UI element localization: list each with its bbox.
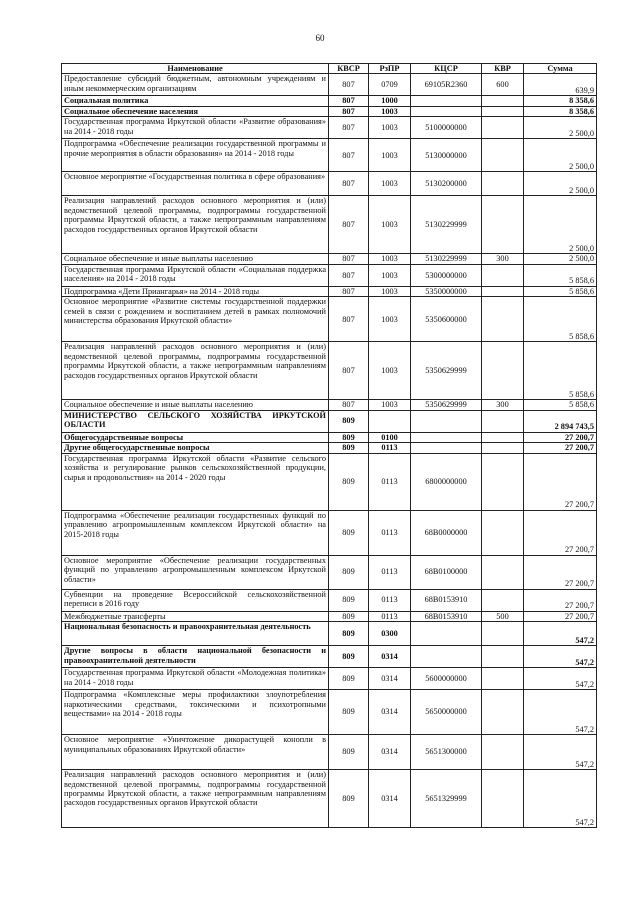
table-row: [62, 410, 597, 432]
row-kcsr-cell: 5350000000: [411, 286, 482, 296]
row-kvsr-cell: 809: [329, 443, 369, 453]
table-row: [62, 106, 597, 116]
row-kvsr-cell: 809: [329, 646, 369, 668]
row-kvr-cell: [482, 342, 524, 400]
row-rzpr-cell: 1003: [369, 196, 411, 254]
table-row: [62, 690, 597, 735]
row-name-cell: Государственная программа Иркутской области «Развитие сельского хозяйства и регулирование рынков сельскохозяйственной продукции, сырья и продовольствия» на 2014 - 2020 годы: [62, 453, 329, 510]
row-sum-cell: 27 200,7: [524, 443, 597, 453]
row-rzpr-cell: 0314: [369, 735, 411, 770]
row-rzpr-cell: 1003: [369, 172, 411, 196]
row-kvr-cell: [482, 139, 524, 172]
row-sum-cell: 5 858,6: [524, 286, 597, 296]
row-sum-cell: 5 858,6: [524, 342, 597, 400]
row-sum-cell: 27 200,7: [524, 510, 597, 555]
row-kvsr-cell: 809: [329, 410, 369, 432]
row-name-cell: Общегосударственные вопросы: [62, 432, 329, 442]
row-sum-cell: 2 500,0: [524, 117, 597, 139]
row-name-cell: Основное мероприятие «Обеспечение реализации государственных функций по управлению агропромышленным комплексом Иркутской области»: [62, 555, 329, 589]
table-row: [62, 297, 597, 342]
row-kvr-cell: 500: [482, 611, 524, 621]
row-kvsr-cell: 807: [329, 74, 369, 96]
row-kcsr-cell: 68В0153910: [411, 589, 482, 611]
table-row: [62, 611, 597, 621]
row-kvsr-cell: 809: [329, 770, 369, 828]
row-name-cell: Основное мероприятие «Государственная политика в сфере образования»: [62, 172, 329, 196]
row-name-cell: Реализация направлений расходов основного мероприятия и (или) ведомственной целевой программы, подпрограммы государственной программы Иркутской области, а также непрограммным направлениям расходов государственных органов Иркутской области: [62, 342, 329, 400]
row-kvr-cell: [482, 106, 524, 116]
row-rzpr-cell: 0314: [369, 668, 411, 690]
row-kvr-cell: [482, 432, 524, 442]
row-sum-cell: 8 358,6: [524, 106, 597, 116]
row-sum-cell: 27 200,7: [524, 611, 597, 621]
row-name-cell: Подпрограмма «Дети Приангарья» на 2014 - 2018 годы: [62, 286, 329, 296]
row-sum-cell: 27 200,7: [524, 432, 597, 442]
header-kcsr: КЦСР: [411, 64, 482, 74]
row-kcsr-cell: 68В0153910: [411, 611, 482, 621]
row-name-cell: Межбюджетные трансферты: [62, 611, 329, 621]
row-kvr-cell: [482, 264, 524, 286]
row-kvr-cell: [482, 172, 524, 196]
row-kvsr-cell: 807: [329, 400, 369, 410]
row-kvsr-cell: 809: [329, 735, 369, 770]
row-kvr-cell: [482, 410, 524, 432]
table-row: [62, 668, 597, 690]
row-kcsr-cell: 5130200000: [411, 172, 482, 196]
row-rzpr-cell: 1003: [369, 286, 411, 296]
row-kvsr-cell: 809: [329, 622, 369, 646]
row-kcsr-cell: 5130229999: [411, 254, 482, 264]
row-kvsr-cell: 807: [329, 139, 369, 172]
table-row: [62, 646, 597, 668]
row-kvsr-cell: 807: [329, 264, 369, 286]
row-kcsr-cell: 5651329999: [411, 770, 482, 828]
header-sum: Сумма: [524, 64, 597, 74]
row-sum-cell: 5 858,6: [524, 264, 597, 286]
row-kvr-cell: [482, 96, 524, 106]
row-rzpr-cell: 0300: [369, 622, 411, 646]
row-kvr-cell: [482, 453, 524, 510]
table-row: [62, 74, 597, 96]
row-sum-cell: 2 894 743,5: [524, 410, 597, 432]
row-kvr-cell: [482, 297, 524, 342]
row-kcsr-cell: 5350600000: [411, 297, 482, 342]
table-row: [62, 555, 597, 589]
row-rzpr-cell: 0113: [369, 611, 411, 621]
table-row: [62, 589, 597, 611]
row-kvr-cell: [482, 646, 524, 668]
row-sum-cell: 27 200,7: [524, 589, 597, 611]
row-sum-cell: 547,2: [524, 690, 597, 735]
header-rzpr: РзПР: [369, 64, 411, 74]
row-rzpr-cell: 1003: [369, 264, 411, 286]
table-row: [62, 432, 597, 442]
row-name-cell: Национальная безопасность и правоохранительная деятельность: [62, 622, 329, 646]
row-rzpr-cell: 0314: [369, 690, 411, 735]
row-kcsr-cell: 68В0000000: [411, 510, 482, 555]
row-sum-cell: 27 200,7: [524, 555, 597, 589]
row-kvr-cell: [482, 770, 524, 828]
row-name-cell: Подпрограмма «Обеспечение реализации государственной программы и прочие мероприятия в области образования» на 2014 - 2018 годы: [62, 139, 329, 172]
row-kvsr-cell: 809: [329, 668, 369, 690]
table-row: [62, 453, 597, 510]
row-kcsr-cell: 5130000000: [411, 139, 482, 172]
row-sum-cell: 547,2: [524, 622, 597, 646]
row-kcsr-cell: [411, 96, 482, 106]
table-row: [62, 622, 597, 646]
row-sum-cell: 547,2: [524, 735, 597, 770]
row-name-cell: Другие общегосударственные вопросы: [62, 443, 329, 453]
row-kvsr-cell: 809: [329, 555, 369, 589]
table-row: [62, 342, 597, 400]
table-row: [62, 770, 597, 828]
row-kvr-cell: [482, 286, 524, 296]
row-name-cell: Реализация направлений расходов основного мероприятия и (или) ведомственной целевой программы, подпрограммы государственной программы Иркутской области, а также непрограммным направлениям расходов государственных органов Иркутской области: [62, 196, 329, 254]
row-kvr-cell: 600: [482, 74, 524, 96]
row-name-cell: Субвенции на проведение Всероссийской сельскохозяйственной переписи в 2016 году: [62, 589, 329, 611]
row-name-cell: Государственная программа Иркутской области «Социальная поддержка населения» на 2014 - 2018 годы: [62, 264, 329, 286]
row-name-cell: Подпрограмма «Комплексные меры профилактики злоупотребления наркотическими средствами, токсическими и психотропными веществами» на 2014 - 2018 годы: [62, 690, 329, 735]
row-sum-cell: 2 500,0: [524, 139, 597, 172]
row-name-cell: Социальное обеспечение и иные выплаты населению: [62, 254, 329, 264]
row-kvr-cell: [482, 735, 524, 770]
row-kcsr-cell: 5100000000: [411, 117, 482, 139]
row-sum-cell: 547,2: [524, 646, 597, 668]
row-rzpr-cell: 0113: [369, 555, 411, 589]
row-kcsr-cell: 5650000000: [411, 690, 482, 735]
row-kvr-cell: [482, 117, 524, 139]
row-rzpr-cell: 0113: [369, 510, 411, 555]
table-row: [62, 96, 597, 106]
header-kvsr: КВСР: [329, 64, 369, 74]
row-sum-cell: 27 200,7: [524, 453, 597, 510]
row-rzpr-cell: 1003: [369, 342, 411, 400]
row-kcsr-cell: 6800000000: [411, 453, 482, 510]
row-kvsr-cell: 807: [329, 286, 369, 296]
row-sum-cell: 8 358,6: [524, 96, 597, 106]
table-body: [62, 74, 597, 828]
row-kcsr-cell: 5300000000: [411, 264, 482, 286]
row-kcsr-cell: [411, 646, 482, 668]
header-kvr: КВР: [482, 64, 524, 74]
row-kvr-cell: [482, 510, 524, 555]
row-rzpr-cell: 1003: [369, 400, 411, 410]
row-name-cell: Основное мероприятие «Развитие системы государственной поддержки семей в связи с рождением и воспитанием детей в рамках полномочий министерства образования Иркутской области»: [62, 297, 329, 342]
row-kvsr-cell: 807: [329, 106, 369, 116]
row-kvr-cell: [482, 668, 524, 690]
row-kvr-cell: [482, 555, 524, 589]
row-kvsr-cell: 807: [329, 117, 369, 139]
row-kvr-cell: [482, 622, 524, 646]
row-rzpr-cell: 0314: [369, 646, 411, 668]
table-row: [62, 117, 597, 139]
table-row: [62, 286, 597, 296]
row-rzpr-cell: 1003: [369, 297, 411, 342]
row-kvsr-cell: 807: [329, 196, 369, 254]
row-kcsr-cell: 5350629999: [411, 342, 482, 400]
row-kvsr-cell: 807: [329, 342, 369, 400]
row-rzpr-cell: 0113: [369, 443, 411, 453]
table-row: [62, 735, 597, 770]
row-kvr-cell: [482, 589, 524, 611]
row-kvsr-cell: 809: [329, 589, 369, 611]
row-name-cell: Государственная программа Иркутской области «Развитие образования» на 2014 - 2018 годы: [62, 117, 329, 139]
row-name-cell: Социальная политика: [62, 96, 329, 106]
header-name: Наименование: [62, 64, 329, 74]
row-kcsr-cell: [411, 622, 482, 646]
table-row: [62, 510, 597, 555]
row-kcsr-cell: [411, 443, 482, 453]
budget-table: [61, 63, 597, 828]
row-kvr-cell: [482, 443, 524, 453]
row-kvr-cell: [482, 690, 524, 735]
row-kvsr-cell: 809: [329, 432, 369, 442]
row-rzpr-cell: 1003: [369, 139, 411, 172]
row-kvsr-cell: 809: [329, 510, 369, 555]
table-row: [62, 172, 597, 196]
row-kvsr-cell: 809: [329, 611, 369, 621]
row-kcsr-cell: 5130229999: [411, 196, 482, 254]
row-sum-cell: 2 500,0: [524, 254, 597, 264]
row-name-cell: Государственная программа Иркутской области «Молодежная политика» на 2014 - 2018 годы: [62, 668, 329, 690]
row-kcsr-cell: 5651300000: [411, 735, 482, 770]
row-rzpr-cell: 1000: [369, 96, 411, 106]
row-sum-cell: 547,2: [524, 770, 597, 828]
row-sum-cell: 5 858,6: [524, 400, 597, 410]
row-kvsr-cell: 807: [329, 297, 369, 342]
row-kvsr-cell: 807: [329, 254, 369, 264]
row-rzpr-cell: 0709: [369, 74, 411, 96]
row-kvsr-cell: 809: [329, 690, 369, 735]
table-row: [62, 264, 597, 286]
row-kvr-cell: 300: [482, 400, 524, 410]
row-sum-cell: 547,2: [524, 668, 597, 690]
row-name-cell: Предоставление субсидий бюджетным, автономным учреждениям и иным некоммерческим организациям: [62, 74, 329, 96]
row-rzpr-cell: 0113: [369, 453, 411, 510]
row-name-cell: Другие вопросы в области национальной безопасности и правоохранительной деятельности: [62, 646, 329, 668]
row-rzpr-cell: 1003: [369, 106, 411, 116]
row-sum-cell: 639,9: [524, 74, 597, 96]
row-rzpr-cell: 1003: [369, 117, 411, 139]
row-rzpr-cell: 1003: [369, 254, 411, 264]
row-sum-cell: 2 500,0: [524, 172, 597, 196]
row-kvsr-cell: 807: [329, 96, 369, 106]
row-name-cell: МИНИСТЕРСТВО СЕЛЬСКОГО ХОЗЯЙСТВА ИРКУТСКОЙ ОБЛАСТИ: [62, 410, 329, 432]
row-rzpr-cell: 0100: [369, 432, 411, 442]
row-kcsr-cell: [411, 432, 482, 442]
row-kcsr-cell: [411, 410, 482, 432]
row-kvsr-cell: 807: [329, 172, 369, 196]
table-row: [62, 139, 597, 172]
row-rzpr-cell: 0113: [369, 589, 411, 611]
row-rzpr-cell: 0314: [369, 770, 411, 828]
row-name-cell: Подпрограмма «Обеспечение реализации государственных функций по управлению агропромышленным комплексом Иркутской области» на 2015-2018 годы: [62, 510, 329, 555]
row-rzpr-cell: [369, 410, 411, 432]
table-row: [62, 196, 597, 254]
table-row: [62, 443, 597, 453]
row-kcsr-cell: 5350629999: [411, 400, 482, 410]
page-number: 60: [315, 33, 325, 43]
row-name-cell: Социальное обеспечение населения: [62, 106, 329, 116]
table-header-row: [62, 64, 597, 74]
table-row: [62, 254, 597, 264]
row-name-cell: Социальное обеспечение и иные выплаты населению: [62, 400, 329, 410]
row-kcsr-cell: 69105R2360: [411, 74, 482, 96]
row-sum-cell: 2 500,0: [524, 196, 597, 254]
row-kcsr-cell: 68В0100000: [411, 555, 482, 589]
row-kvr-cell: [482, 196, 524, 254]
table-row: [62, 400, 597, 410]
row-kcsr-cell: 5600000000: [411, 668, 482, 690]
row-kcsr-cell: [411, 106, 482, 116]
row-name-cell: Реализация направлений расходов основного мероприятия и (или) ведомственной целевой программы, подпрограммы государственной программы Иркутской области, а также непрограммным направлениям расходов государственных органов Иркутской области: [62, 770, 329, 828]
row-sum-cell: 5 858,6: [524, 297, 597, 342]
row-name-cell: Основное мероприятие «Уничтожение дикорастущей конопли в муниципальных образованиях Иркутской области»: [62, 735, 329, 770]
row-kvr-cell: 300: [482, 254, 524, 264]
row-kvsr-cell: 809: [329, 453, 369, 510]
